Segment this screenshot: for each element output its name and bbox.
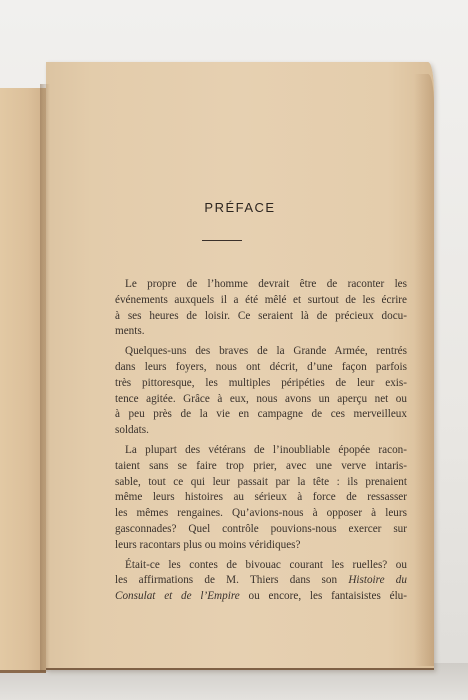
text-line: La plupart des vétérans de l’inoubliable épopée racon- <box>125 443 407 456</box>
book-gutter <box>40 84 50 672</box>
text-line: tence agitée. Grâce à eux, nous avons un aperçu net ou <box>115 392 407 405</box>
text-line: à peu près de la vie en campagne de ces merveilleux <box>115 408 407 421</box>
paragraph-1 <box>115 277 407 340</box>
text-line: même leurs histoires au sérieux à force de ressasser <box>115 491 407 504</box>
text-line <box>115 589 407 605</box>
text-line: les mêmes rengaines. Qu’avions-nous à opposer à leurs <box>115 507 407 520</box>
text-line <box>115 573 407 589</box>
text-line: très pittoresque, les multiples péripéties de leur exis- <box>115 376 407 389</box>
paragraph-4 <box>115 558 407 605</box>
text-line: à ses heures de loisir. Ce seraient là de précieux docu- <box>115 309 407 322</box>
italic-title: Histoire du <box>348 574 407 587</box>
text-line: Quelques-uns des braves de la Grande Armée, rentrés <box>125 345 407 358</box>
text-line: Était-ce les contes de bivouac courant les ruelles? ou <box>125 558 407 571</box>
page-title: PRÉFACE <box>204 200 276 215</box>
title-rule <box>202 240 242 241</box>
page-edge <box>414 74 434 666</box>
body-text <box>115 277 407 609</box>
text-line: Le propre de l’homme devrait être de raconter les <box>125 278 407 290</box>
text-line: leurs racontars plus ou moins véridiques? <box>115 538 301 551</box>
text-line: gasconnades? Quel contrôle pouvions-nous exercer sur <box>115 522 407 535</box>
text-line: ments. <box>115 325 145 338</box>
paragraph-3 <box>115 443 407 554</box>
text-line: dans leurs foyers, nous ont décrit, d’une façon parfois <box>115 360 407 373</box>
text-segment: ou encore, les fantaisistes élu- <box>239 590 407 603</box>
text-segment: les affirmations de M. Thiers dans son <box>115 574 349 587</box>
text-line: soldats. <box>115 424 149 437</box>
text-line: événements auxquels il a été mêlé et surtout de les écrire <box>115 293 407 306</box>
italic-title: Consulat et de l’Empire <box>115 590 240 603</box>
paragraph-2 <box>115 344 407 439</box>
text-line: taient sans se faire trop prier, avec une verve intaris- <box>115 459 407 472</box>
text-line: sable, tout ce qui leur passait par la tête : ils prenaient <box>115 475 407 488</box>
